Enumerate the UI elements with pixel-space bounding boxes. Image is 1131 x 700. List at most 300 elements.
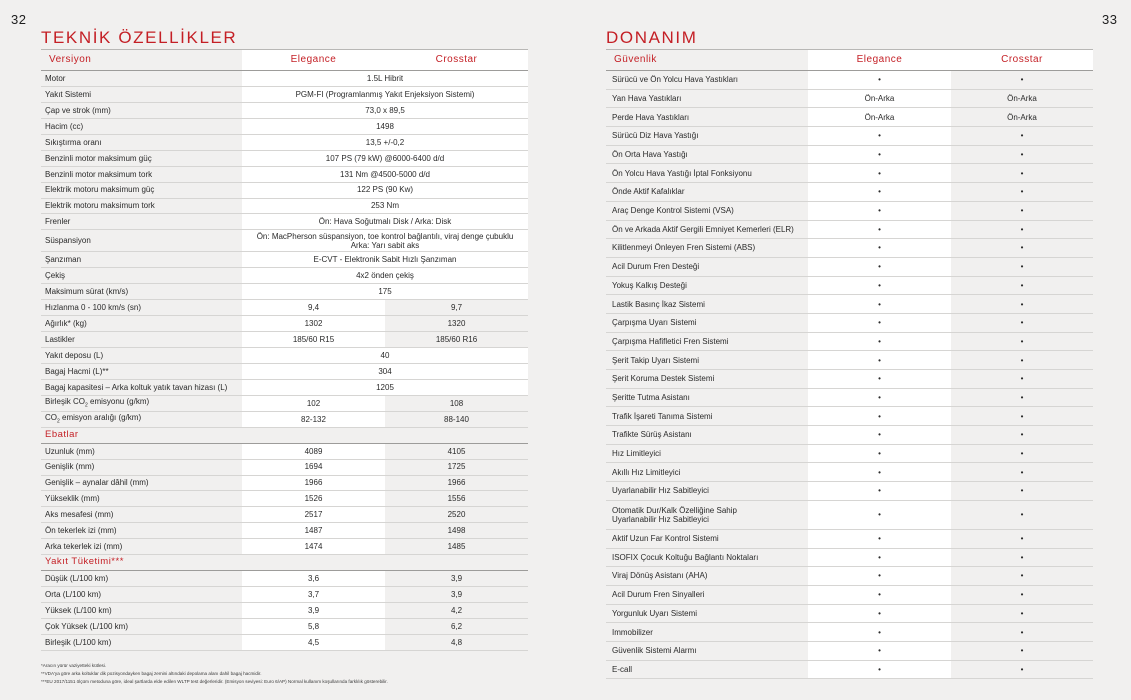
spec-label: Genişlik – aynalar dâhil (mm)	[41, 475, 242, 491]
equipment-value-elegance: •	[808, 529, 951, 548]
equipment-label	[606, 623, 808, 642]
spec-value-crosstar: 6,2	[385, 618, 528, 634]
header-version: Versiyon	[41, 50, 242, 71]
equipment-row	[606, 108, 1093, 127]
spec-value-crosstar: 4,2	[385, 603, 528, 619]
equipment-label-line: Otomatik Dur/Kalk Özelliğine Sahip	[612, 505, 737, 515]
equipment-label-line: Çarpışma Hafifletici Fren Sistemi	[612, 336, 729, 346]
spec-label-text: CO	[45, 413, 57, 423]
spec-value-crosstar: 108	[385, 395, 528, 411]
spec-value-crosstar: 9,7	[385, 300, 528, 316]
equipment-label	[606, 239, 808, 258]
spec-value-elegance: 3,6	[242, 571, 385, 587]
equipment-label-line: Sürücü ve Ön Yolcu Hava Yastıkları	[612, 75, 738, 85]
spec-value-elegance: 82-132	[242, 411, 385, 427]
spec-value-crosstar: 3,9	[385, 587, 528, 603]
equipment-row	[606, 295, 1093, 314]
table-row	[41, 443, 528, 459]
spec-label: Çap ve strok (mm)	[41, 102, 242, 118]
equipment-value-crosstar: •	[951, 257, 1093, 276]
spec-value-elegance: 4,5	[242, 634, 385, 650]
spec-value: 13,5 +/-0,2	[242, 134, 528, 150]
table-row	[41, 363, 528, 379]
table-row	[41, 507, 528, 523]
spec-label: Motor	[41, 71, 242, 87]
equipment-row	[606, 500, 1093, 529]
table-row	[41, 491, 528, 507]
spec-value: 253 Nm	[242, 198, 528, 214]
equipment-value-elegance: •	[808, 604, 951, 623]
table-row	[41, 523, 528, 539]
equipment-value-crosstar: •	[951, 388, 1093, 407]
spec-value: 1498	[242, 118, 528, 134]
equipment-value-crosstar: •	[951, 183, 1093, 202]
equipment-label-line: Viraj Dönüş Asistanı (AHA)	[612, 571, 708, 581]
equipment-value-crosstar: •	[951, 351, 1093, 370]
footnote: ***EU 2017/1151 ölçüm metoduna göre, ideal şartlarda elde edilen WLTP test değerleridir. (Emisyon seviyesi: Euro 6/AP) Normal kullanım koşullarında farklılık gösterebilir.	[41, 679, 388, 684]
equipment-value-crosstar: •	[951, 426, 1093, 445]
equipment-row	[606, 183, 1093, 202]
equipment-row	[606, 585, 1093, 604]
equipment-value-crosstar: •	[951, 641, 1093, 660]
spec-label: Birleşik (L/100 km)	[41, 634, 242, 650]
spec-value: 73,0 x 89,5	[242, 102, 528, 118]
equipment-row	[606, 89, 1093, 108]
equipment-value-crosstar: •	[951, 332, 1093, 351]
equipment-label	[606, 585, 808, 604]
equipment-value-elegance: •	[808, 500, 951, 529]
equipment-row	[606, 164, 1093, 183]
equipment-label	[606, 313, 808, 332]
equipment-label	[606, 332, 808, 351]
spec-value-elegance: 5,8	[242, 618, 385, 634]
equipment-value-crosstar: •	[951, 463, 1093, 482]
spec-value-line: Arka: Yarı sabit aks	[350, 240, 420, 250]
table-row	[41, 587, 528, 603]
spec-value-crosstar: 1485	[385, 539, 528, 555]
equipment-label	[606, 370, 808, 389]
equipment-value-elegance: •	[808, 407, 951, 426]
spec-value: 1.5L Hibrit	[242, 71, 528, 87]
spec-value: 131 Nm @4500-5000 d/d	[242, 166, 528, 182]
spec-value-crosstar: 1498	[385, 523, 528, 539]
spec-value-elegance: 1694	[242, 459, 385, 475]
section-row	[41, 427, 528, 443]
spec-value	[242, 230, 528, 252]
equipment-label	[606, 164, 808, 183]
spec-label: Yükseklik (mm)	[41, 491, 242, 507]
spec-value-crosstar: 3,9	[385, 571, 528, 587]
spec-label: Yakıt Sistemi	[41, 86, 242, 102]
spec-label	[41, 395, 242, 411]
equipment-body	[606, 71, 1093, 679]
equipment-value-elegance: •	[808, 426, 951, 445]
equipment-label-line: Acil Durum Fren Sinyalleri	[612, 590, 705, 600]
table-row	[41, 603, 528, 619]
table-row	[41, 252, 528, 268]
table-row	[41, 268, 528, 284]
spec-label: Bagaj Hacmi (L)**	[41, 363, 242, 379]
equipment-row	[606, 388, 1093, 407]
spec-value: 40	[242, 348, 528, 364]
spec-value-crosstar: 88-140	[385, 411, 528, 427]
spec-label: Genişlik (mm)	[41, 459, 242, 475]
equipment-value-elegance: Ön-Arka	[808, 108, 951, 127]
equipment-value-elegance: •	[808, 313, 951, 332]
equipment-row	[606, 257, 1093, 276]
equipment-value-crosstar: •	[951, 164, 1093, 183]
section-title: Ebatlar	[41, 427, 528, 443]
spec-label: Bagaj kapasitesi – Arka koltuk yatık tavan hizası (L)	[41, 379, 242, 395]
equipment-value-crosstar: •	[951, 370, 1093, 389]
equipment-row	[606, 370, 1093, 389]
spec-label: Hacim (cc)	[41, 118, 242, 134]
equipment-row	[606, 351, 1093, 370]
spec-label: Yakıt deposu (L)	[41, 348, 242, 364]
equipment-row	[606, 145, 1093, 164]
spec-value-crosstar: 1320	[385, 316, 528, 332]
spec-label: Çok Yüksek (L/100 km)	[41, 618, 242, 634]
spec-value-elegance: 102	[242, 395, 385, 411]
equipment-row	[606, 623, 1093, 642]
equipment-label	[606, 71, 808, 90]
spec-label: Ön tekerlek izi (mm)	[41, 523, 242, 539]
equipment-row	[606, 239, 1093, 258]
spec-label-subscript: 2	[85, 402, 88, 409]
equipment-label-line: ISOFIX Çocuk Koltuğu Bağlantı Noktaları	[612, 552, 759, 562]
equipment-label	[606, 500, 808, 529]
equipment-value-elegance: •	[808, 482, 951, 501]
table-row	[41, 411, 528, 427]
table-row	[41, 539, 528, 555]
equipment-label	[606, 257, 808, 276]
equipment-row	[606, 332, 1093, 351]
spec-value-elegance: 1966	[242, 475, 385, 491]
equipment-row	[606, 407, 1093, 426]
equipment-value-elegance: •	[808, 567, 951, 586]
spec-value: 4x2 önden çekiş	[242, 268, 528, 284]
equipment-value-elegance: •	[808, 548, 951, 567]
equipment-value-crosstar: •	[951, 313, 1093, 332]
spec-label: Benzinli motor maksimum tork	[41, 166, 242, 182]
spec-value-elegance: 3,7	[242, 587, 385, 603]
equipment-row	[606, 660, 1093, 679]
equipment-label	[606, 145, 808, 164]
spec-value: 122 PS (90 Kw)	[242, 182, 528, 198]
spec-value-elegance: 3,9	[242, 603, 385, 619]
equipment-value-crosstar: •	[951, 444, 1093, 463]
equipment-value-elegance: •	[808, 145, 951, 164]
equipment-label	[606, 201, 808, 220]
equipment-value-elegance: •	[808, 71, 951, 90]
table-row	[41, 71, 528, 87]
equipment-row	[606, 201, 1093, 220]
equipment-label-line: E-call	[612, 664, 633, 674]
spec-value: 1205	[242, 379, 528, 395]
equipment-value-elegance: •	[808, 239, 951, 258]
spec-value: 107 PS (79 kW) @6000-6400 d/d	[242, 150, 528, 166]
spec-label: Elektrik motoru maksimum güç	[41, 182, 242, 198]
equipment-value-elegance: •	[808, 295, 951, 314]
spec-label: Çekiş	[41, 268, 242, 284]
spec-value-crosstar: 4,8	[385, 634, 528, 650]
equipment-label-line: Acil Durum Fren Desteği	[612, 262, 700, 272]
table-row	[41, 300, 528, 316]
equipment-value-elegance: •	[808, 276, 951, 295]
equipment-value-elegance: Ön-Arka	[808, 89, 951, 108]
spec-label: Benzinli motor maksimum güç	[41, 150, 242, 166]
equipment-label	[606, 482, 808, 501]
equipment-value-elegance: •	[808, 127, 951, 146]
equipment-value-elegance: •	[808, 332, 951, 351]
equipment-value-crosstar: •	[951, 604, 1093, 623]
footnote: *Aracın yürür vaziyetteki kütlesi.	[41, 663, 107, 668]
page-number-left: 32	[11, 12, 27, 27]
equipment-label-line: Ön ve Arkada Aktif Gergili Emniyet Kemerleri (ELR)	[612, 224, 794, 234]
technical-specs-table	[41, 49, 528, 651]
equipment-label-line: Güvenlik Sistemi Alarmı	[612, 646, 697, 656]
equipment-value-crosstar: •	[951, 407, 1093, 426]
equipment-label-line: Uyarlanabilir Hız Sabitleyici	[612, 514, 709, 524]
table-row	[41, 475, 528, 491]
table-row	[41, 198, 528, 214]
equipment-label	[606, 426, 808, 445]
equipment-value-crosstar: •	[951, 295, 1093, 314]
equipment-label-line: Ön Yolcu Hava Yastığı İptal Fonksiyonu	[612, 168, 752, 178]
spec-label: Orta (L/100 km)	[41, 587, 242, 603]
spec-value-crosstar: 185/60 R16	[385, 332, 528, 348]
equipment-value-crosstar: •	[951, 127, 1093, 146]
spec-value-crosstar: 1725	[385, 459, 528, 475]
equipment-label-line: Çarpışma Uyarı Sistemi	[612, 318, 697, 328]
spec-label: Düşük (L/100 km)	[41, 571, 242, 587]
spec-value-elegance: 1526	[242, 491, 385, 507]
equipment-value-elegance: •	[808, 641, 951, 660]
equipment-value-crosstar: •	[951, 529, 1093, 548]
equipment-value-elegance: •	[808, 351, 951, 370]
equipment-label	[606, 604, 808, 623]
equipment-value-elegance: •	[808, 444, 951, 463]
spec-label: Arka tekerlek izi (mm)	[41, 539, 242, 555]
spec-value-elegance: 1474	[242, 539, 385, 555]
equipment-value-elegance: •	[808, 183, 951, 202]
equipment-value-crosstar: •	[951, 201, 1093, 220]
equipment-value-elegance: •	[808, 623, 951, 642]
equipment-value-crosstar: •	[951, 71, 1093, 90]
equipment-label	[606, 407, 808, 426]
table-row	[41, 134, 528, 150]
equipment-value-elegance: •	[808, 164, 951, 183]
spec-label: Maksimum sürat (km/s)	[41, 284, 242, 300]
equipment-label-line: Şerit Koruma Destek Sistemi	[612, 374, 715, 384]
equipment-value-crosstar: •	[951, 567, 1093, 586]
equipment-row	[606, 641, 1093, 660]
spec-label: Sıkıştırma oranı	[41, 134, 242, 150]
spec-value-crosstar: 1966	[385, 475, 528, 491]
equipment-label	[606, 463, 808, 482]
page-number-right: 33	[1102, 12, 1118, 27]
spec-label-subscript: 2	[57, 418, 60, 425]
table-row	[41, 618, 528, 634]
equipment-row	[606, 482, 1093, 501]
header-crosstar-equipment: Crosstar	[951, 50, 1093, 71]
spec-label-text: emisyon aralığı (g/km)	[59, 413, 142, 423]
footnotes	[41, 662, 531, 686]
spec-label: Aks mesafesi (mm)	[41, 507, 242, 523]
spec-value-elegance: 4089	[242, 443, 385, 459]
spec-value: 175	[242, 284, 528, 300]
equipment-title: DONANIM	[606, 28, 698, 47]
table-row	[41, 395, 528, 411]
equipment-label-line: Önde Aktif Kafalıklar	[612, 187, 685, 197]
section-title: Yakıt Tüketimi***	[41, 555, 528, 571]
equipment-value-crosstar: •	[951, 623, 1093, 642]
equipment-row	[606, 276, 1093, 295]
table-row	[41, 634, 528, 650]
equipment-row	[606, 463, 1093, 482]
section-row	[41, 555, 528, 571]
equipment-label	[606, 220, 808, 239]
equipment-row	[606, 444, 1093, 463]
equipment-header-row	[606, 50, 1093, 71]
spec-label	[41, 411, 242, 427]
equipment-value-crosstar: •	[951, 660, 1093, 679]
specs-header-row	[41, 50, 528, 71]
equipment-label	[606, 127, 808, 146]
equipment-label-line: Aktif Uzun Far Kontrol Sistemi	[612, 534, 719, 544]
equipment-label-line: Sürücü Diz Hava Yastığı	[612, 131, 699, 141]
table-row	[41, 459, 528, 475]
equipment-label	[606, 276, 808, 295]
equipment-value-elegance: •	[808, 585, 951, 604]
equipment-table	[606, 49, 1093, 679]
table-row	[41, 379, 528, 395]
header-security: Güvenlik	[606, 50, 808, 71]
equipment-label	[606, 641, 808, 660]
spec-value-elegance: 9,4	[242, 300, 385, 316]
spec-label: Uzunluk (mm)	[41, 443, 242, 459]
equipment-row	[606, 426, 1093, 445]
equipment-value-elegance: •	[808, 660, 951, 679]
footnote: **VDA'ya göre arka koltuklar dik pozisyondayken bagaj zemini altındaki depolama alanı dahil bagaj hacmidir.	[41, 671, 262, 676]
equipment-value-elegance: •	[808, 201, 951, 220]
spec-value-crosstar: 4105	[385, 443, 528, 459]
equipment-label	[606, 351, 808, 370]
equipment-value-crosstar: •	[951, 482, 1093, 501]
spec-label: Şanzıman	[41, 252, 242, 268]
spec-value-elegance: 185/60 R15	[242, 332, 385, 348]
spec-value-elegance: 1487	[242, 523, 385, 539]
equipment-value-crosstar: •	[951, 220, 1093, 239]
equipment-label-line: Perde Hava Yastıkları	[612, 112, 690, 122]
spec-value-elegance: 1302	[242, 316, 385, 332]
specs-body	[41, 71, 528, 651]
technical-specs-title: TEKNİK ÖZELLİKLER	[41, 28, 238, 47]
table-row	[41, 86, 528, 102]
equipment-label-line: Trafikte Sürüş Asistanı	[612, 430, 692, 440]
header-elegance: Elegance	[242, 50, 385, 71]
equipment-value-crosstar: •	[951, 145, 1093, 164]
table-row	[41, 571, 528, 587]
equipment-label	[606, 183, 808, 202]
equipment-label	[606, 548, 808, 567]
spec-label: Frenler	[41, 214, 242, 230]
equipment-value-crosstar: •	[951, 500, 1093, 529]
spec-label: Ağırlık* (kg)	[41, 316, 242, 332]
equipment-label	[606, 295, 808, 314]
equipment-row	[606, 604, 1093, 623]
table-row	[41, 118, 528, 134]
spec-value: Ön: Hava Soğutmalı Disk / Arka: Disk	[242, 214, 528, 230]
spec-label-text: Birleşik CO	[45, 397, 86, 407]
spec-label: Süspansiyon	[41, 230, 242, 252]
equipment-label-line: Yan Hava Yastıkları	[612, 93, 682, 103]
spec-label: Hızlanma 0 - 100 km/s (sn)	[41, 300, 242, 316]
equipment-label-line: Yokuş Kalkış Desteği	[612, 280, 687, 290]
equipment-label-line: Immobilizer	[612, 627, 653, 637]
header-elegance-equipment: Elegance	[808, 50, 951, 71]
spec-value: 304	[242, 363, 528, 379]
equipment-label-line: Ön Orta Hava Yastığı	[612, 150, 688, 159]
equipment-label-line: Trafik İşareti Tanıma Sistemi	[612, 411, 713, 421]
equipment-label-line: Kilitlenmeyi Önleyen Fren Sistemi (ABS)	[612, 243, 756, 253]
equipment-value-elegance: •	[808, 388, 951, 407]
equipment-label-line: Araç Denge Kontrol Sistemi (VSA)	[612, 206, 734, 216]
equipment-value-crosstar: Ön-Arka	[951, 89, 1093, 108]
equipment-value-crosstar: •	[951, 548, 1093, 567]
equipment-row	[606, 127, 1093, 146]
header-crosstar: Crosstar	[385, 50, 528, 71]
equipment-value-crosstar: •	[951, 276, 1093, 295]
spec-label: Elektrik motoru maksimum tork	[41, 198, 242, 214]
equipment-label	[606, 89, 808, 108]
equipment-label	[606, 388, 808, 407]
spec-value: E-CVT - Elektronik Sabit Hızlı Şanzıman	[242, 252, 528, 268]
spec-value-line: Ön: MacPherson süspansiyon, toe kontrol bağlantılı, viraj denge çubuklu	[256, 231, 514, 241]
equipment-label	[606, 567, 808, 586]
equipment-value-crosstar: •	[951, 239, 1093, 258]
equipment-label-line: Yorgunluk Uyarı Sistemi	[612, 608, 698, 618]
table-row	[41, 182, 528, 198]
equipment-label-line: Şerit Takip Uyarı Sistemi	[612, 355, 699, 365]
equipment-label-line: Hız Limitleyici	[612, 449, 661, 458]
table-row	[41, 332, 528, 348]
equipment-value-elegance: •	[808, 257, 951, 276]
table-row	[41, 166, 528, 182]
table-row	[41, 150, 528, 166]
table-row	[41, 230, 528, 252]
equipment-value-elegance: •	[808, 370, 951, 389]
equipment-label-line: Şeritte Tutma Asistanı	[612, 392, 690, 402]
spec-value-crosstar: 1556	[385, 491, 528, 507]
equipment-value-crosstar: Ön-Arka	[951, 108, 1093, 127]
equipment-label	[606, 444, 808, 463]
spec-label-text: emisyonu (g/km)	[87, 397, 150, 407]
spec-value-crosstar: 2520	[385, 507, 528, 523]
equipment-value-elegance: •	[808, 463, 951, 482]
spec-label: Lastikler	[41, 332, 242, 348]
equipment-row	[606, 71, 1093, 90]
equipment-label-line: Uyarlanabilir Hız Sabitleyici	[612, 486, 709, 496]
equipment-label	[606, 529, 808, 548]
equipment-label	[606, 108, 808, 127]
equipment-row	[606, 529, 1093, 548]
equipment-row	[606, 313, 1093, 332]
equipment-row	[606, 548, 1093, 567]
spec-value: PGM-FI (Programlanmış Yakıt Enjeksiyon Sistemi)	[242, 86, 528, 102]
equipment-label-line: Lastik Basınç İkaz Sistemi	[612, 299, 705, 309]
table-row	[41, 348, 528, 364]
